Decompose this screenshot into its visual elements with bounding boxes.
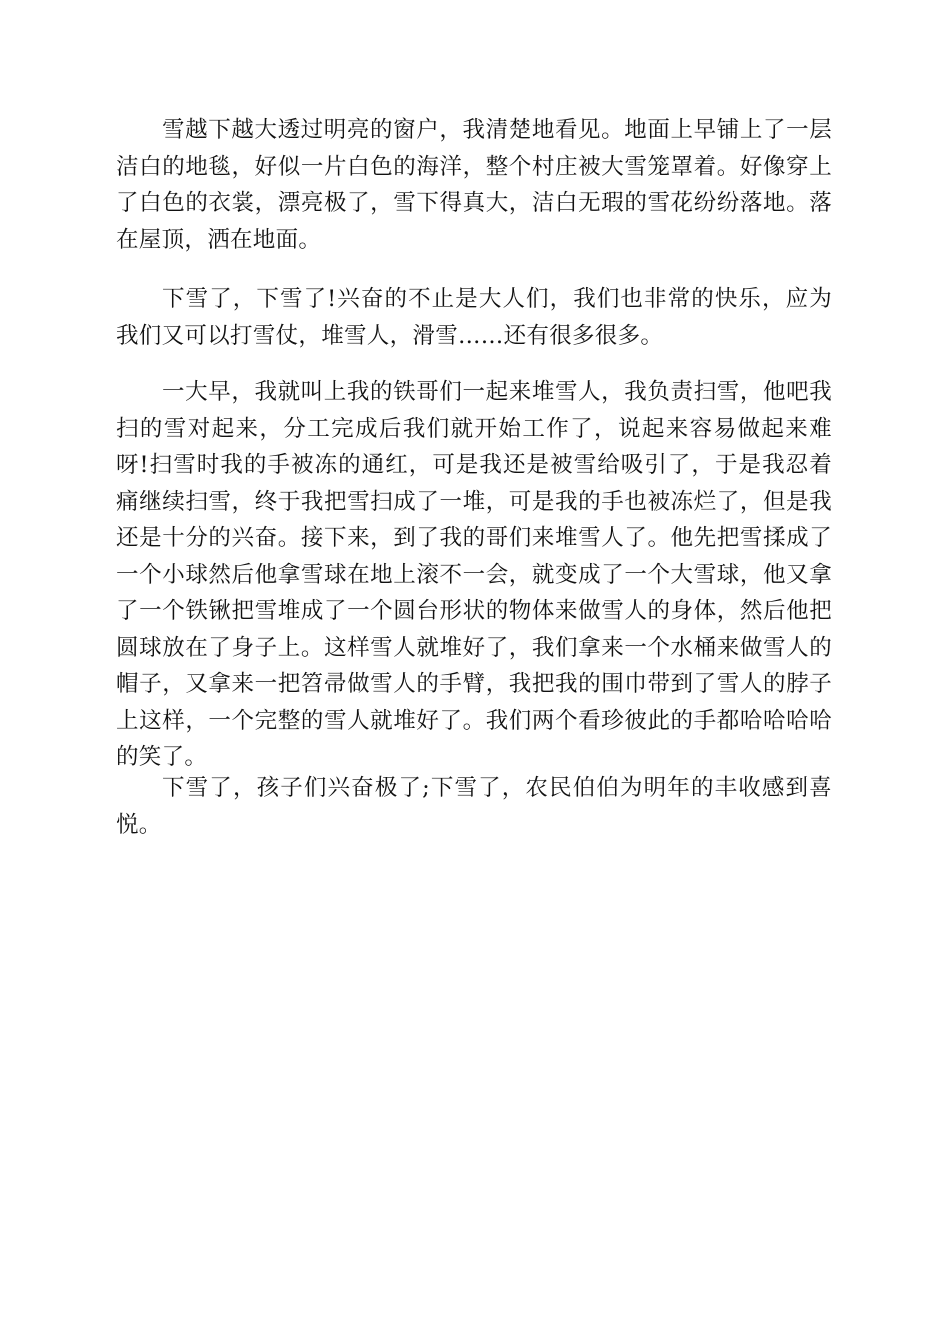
paragraph-2: 下雪了，下雪了!兴奋的不止是大人们，我们也非常的快乐，应为我们又可以打雪仗，堆雪人，滑雪……还有很多很多。 <box>116 286 832 349</box>
paragraph-1: 雪越下越大透过明亮的窗户，我清楚地看见。地面上早铺上了一层洁白的地毯，好似一片白色的海洋，整个村庄被大雪笼罩着。好像穿上了白色的衣裳，漂亮极了，雪下得真大，洁白无瑕的雪花纷纷落地。落在屋顶，洒在地面。 <box>116 117 832 253</box>
paragraph-4: 下雪了，孩子们兴奋极了;下雪了，农民伯伯为明年的丰收感到喜悦。 <box>116 775 832 838</box>
paragraph-3: 一大早，我就叫上我的铁哥们一起来堆雪人，我负责扫雪，他吧我扫的雪对起来，分工完成后我们就开始工作了，说起来容易做起来难呀!扫雪时我的手被冻的通红，可是我还是被雪给吸引了，于是我忍着痛继续扫雪，终于我把雪扫成了一堆，可是我的手也被冻烂了，但是我还是十分的兴奋。接下来，到了我的哥们来堆雪人了。他先把雪揉成了一个小球然后他拿雪球在地上滚不一会，就变成了一个大雪球，他又拿了一个铁锹把雪堆成了一个圆台形状的物体来做雪人的身体，然后他把圆球放在了身子上。这样雪人就堆好了，我们拿来一个水桶来做雪人的帽子，又拿来一把笤帚做雪人的手臂，我把我的围巾带到了雪人的脖子上这样，一个完整的雪人就堆好了。我们两个看珍彼此的手都哈哈哈哈的笑了。 <box>116 379 832 770</box>
